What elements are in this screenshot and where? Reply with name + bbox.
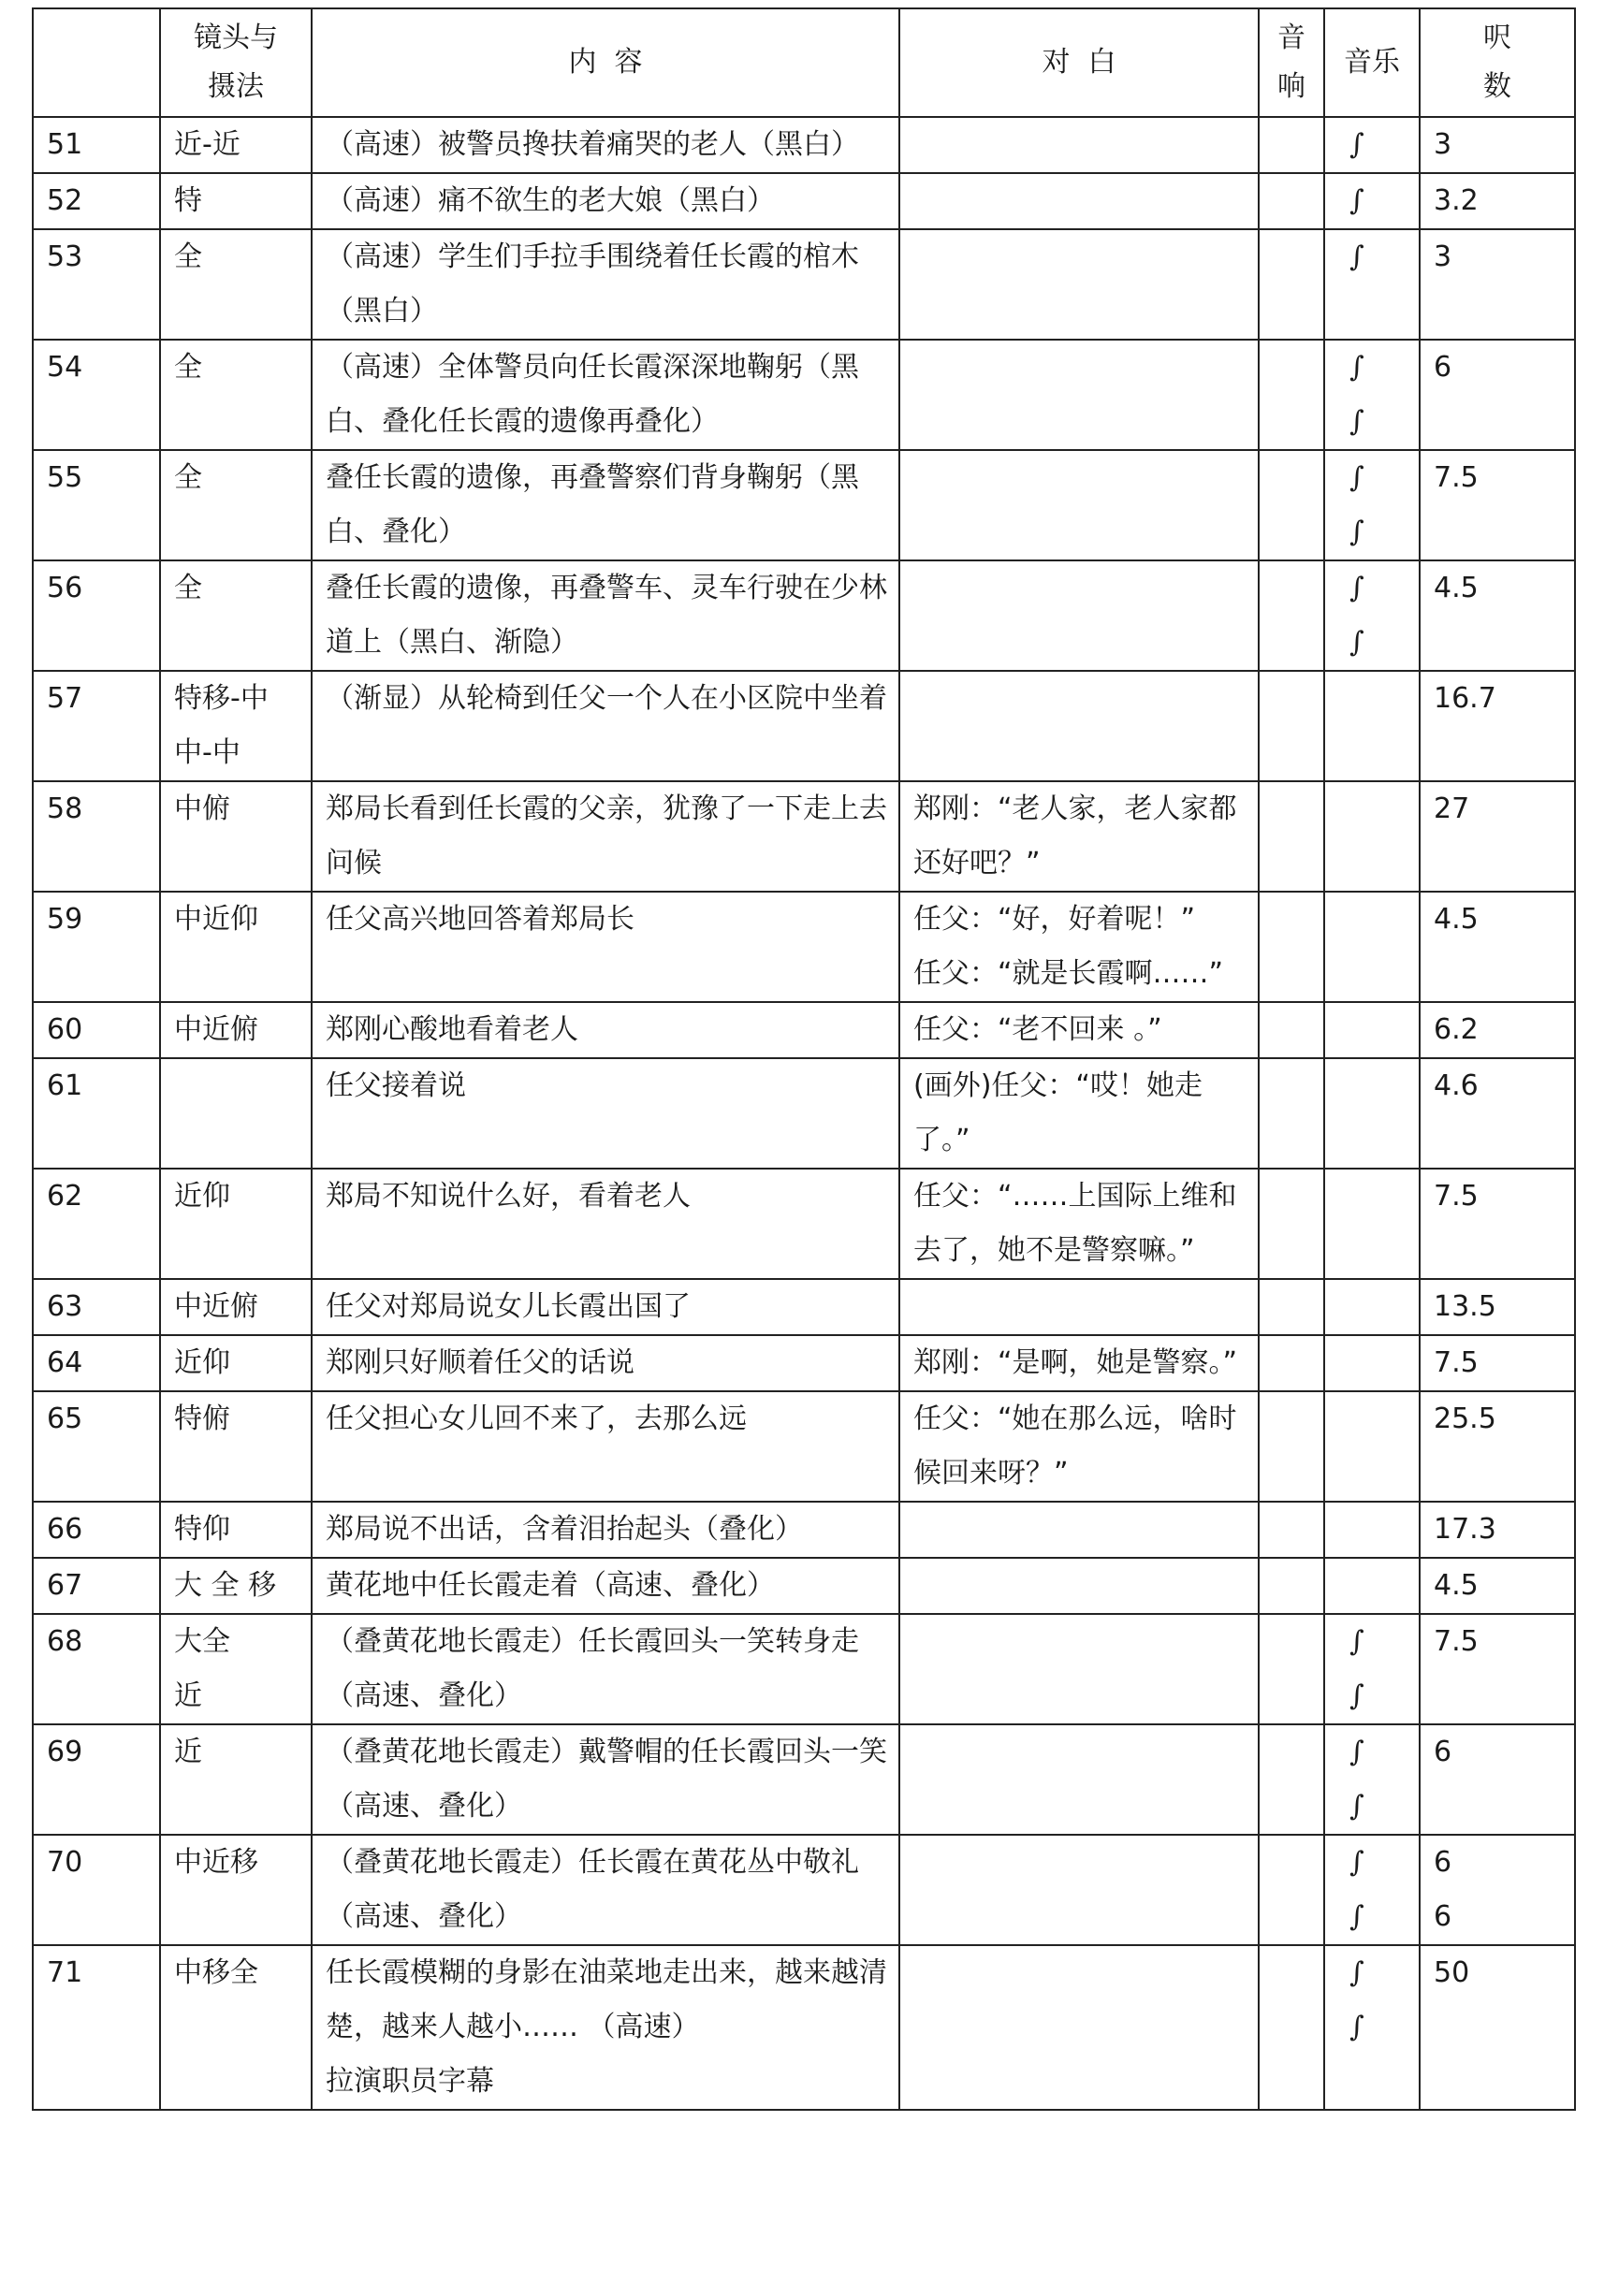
- footage-feet-value: 6: [1434, 1736, 1452, 1768]
- shot-number-cell: 59: [33, 892, 160, 1002]
- shot-technique-cell: [160, 1558, 312, 1614]
- sound-cell: [1259, 671, 1324, 781]
- music-cue-mark: ∫: [1349, 1956, 1364, 1989]
- shot-technique-line: 中俯: [174, 792, 230, 825]
- music-cell: [1324, 1391, 1420, 1502]
- content-cell: 郑局长看到任长霞的父亲，犹豫了一下走上去问候: [312, 781, 899, 892]
- footage-feet-cell: [1420, 1058, 1575, 1169]
- dialogue-cell: 任父：“好，好着呢！” 任父：“就是长霞啊……”: [899, 892, 1259, 1002]
- dialogue-cell: (画外)任父：“哎！她走了。”: [899, 1058, 1259, 1169]
- table-row: [33, 450, 1575, 560]
- shot-number-cell: 56: [33, 560, 160, 671]
- music-cell: [1324, 781, 1420, 892]
- music-cell: [1324, 1945, 1420, 2110]
- table-row: [33, 1279, 1575, 1335]
- dialogue-cell: 任父：“老不回来 。”: [899, 1002, 1259, 1058]
- shot-technique-cell: [160, 1169, 312, 1279]
- sound-cell: [1259, 1169, 1324, 1279]
- music-cell: [1324, 1614, 1420, 1724]
- dialogue-cell: [899, 117, 1259, 173]
- table-row: [33, 671, 1575, 781]
- shot-technique-line: 全: [174, 461, 202, 494]
- music-cell: [1324, 1502, 1420, 1558]
- shot-technique-line: 中近仰: [174, 903, 258, 936]
- shot-technique-line: 近-近: [174, 128, 241, 161]
- sound-cell: [1259, 560, 1324, 671]
- shot-technique-cell: [160, 1724, 312, 1835]
- shot-number-cell: 70: [33, 1835, 160, 1945]
- table-row: [33, 892, 1575, 1002]
- content-cell: 任父高兴地回答着郑局长: [312, 892, 899, 1002]
- shot-number-cell: 58: [33, 781, 160, 892]
- header-content: 内 容: [312, 8, 899, 117]
- shot-number-cell: 68: [33, 1614, 160, 1724]
- shot-technique-cell: [160, 560, 312, 671]
- sound-cell: [1259, 229, 1324, 340]
- music-cell: [1324, 1335, 1420, 1391]
- shot-technique-line: 近: [174, 1679, 202, 1712]
- shot-technique-cell: [160, 1614, 312, 1724]
- shot-technique-line: 近仰: [174, 1346, 230, 1379]
- header-dialogue: 对 白: [899, 8, 1259, 117]
- sound-cell: [1259, 1058, 1324, 1169]
- music-cell: [1324, 892, 1420, 1002]
- shot-technique-line: 特仰: [174, 1513, 230, 1546]
- sound-cell: [1259, 1614, 1324, 1724]
- table-row: [33, 340, 1575, 450]
- footage-feet-value: 4.5: [1434, 903, 1479, 936]
- shot-technique-line: 中近移: [174, 1846, 258, 1879]
- footage-feet-cell: [1420, 229, 1575, 340]
- shot-technique-cell: [160, 892, 312, 1002]
- footage-feet-cell: [1420, 560, 1575, 671]
- shot-technique-cell: [160, 1945, 312, 2110]
- music-cell: [1324, 1169, 1420, 1279]
- footage-feet-value: 3.2: [1434, 184, 1479, 217]
- shot-number-cell: 60: [33, 1002, 160, 1058]
- footage-feet-cell: [1420, 117, 1575, 173]
- sound-cell: [1259, 1835, 1324, 1945]
- footage-feet-cell: [1420, 1279, 1575, 1335]
- header-feet: 呎 数: [1420, 8, 1575, 117]
- sound-cell: [1259, 1335, 1324, 1391]
- music-cue-mark: ∫: [1349, 626, 1364, 659]
- shot-technique-cell: [160, 340, 312, 450]
- dialogue-cell: [899, 229, 1259, 340]
- music-cell: [1324, 229, 1420, 340]
- footage-feet-cell: [1420, 340, 1575, 450]
- footage-feet-cell: [1420, 1502, 1575, 1558]
- shot-technique-cell: [160, 229, 312, 340]
- music-cue-mark: ∫: [1349, 1846, 1364, 1879]
- content-cell: 郑刚只好顺着任父的话说: [312, 1335, 899, 1391]
- content-cell: 任父担心女儿回不来了，去那么远: [312, 1391, 899, 1502]
- music-cell: [1324, 450, 1420, 560]
- music-cue-mark: ∫: [1349, 184, 1364, 217]
- shot-number-cell: 65: [33, 1391, 160, 1502]
- shot-technique-line: 大 全 移: [174, 1569, 277, 1602]
- content-cell: （高速）被警员搀扶着痛哭的老人（黑白）: [312, 117, 899, 173]
- shot-technique-line: 特移-中: [174, 682, 269, 715]
- content-cell: 郑局说不出话，含着泪抬起头（叠化）: [312, 1502, 899, 1558]
- sound-cell: [1259, 340, 1324, 450]
- table-row: [33, 173, 1575, 229]
- music-cell: [1324, 1002, 1420, 1058]
- music-cue-mark: ∫: [1349, 1900, 1364, 1933]
- header-music: 音乐: [1324, 8, 1420, 117]
- shot-number-cell: 69: [33, 1724, 160, 1835]
- footage-feet-cell: [1420, 892, 1575, 1002]
- music-cell: [1324, 340, 1420, 450]
- shot-number-cell: 63: [33, 1279, 160, 1335]
- shot-technique-line: 中移全: [174, 1956, 258, 1989]
- music-cue-mark: ∫: [1349, 1679, 1364, 1712]
- footage-feet-value: 17.3: [1434, 1513, 1496, 1546]
- footage-feet-value: 7.5: [1434, 1625, 1479, 1658]
- footage-feet-cell: [1420, 1558, 1575, 1614]
- sound-cell: [1259, 1002, 1324, 1058]
- footage-feet-value: 6: [1434, 1846, 1452, 1879]
- dialogue-cell: [899, 671, 1259, 781]
- shot-number-cell: 64: [33, 1335, 160, 1391]
- shot-number-cell: 71: [33, 1945, 160, 2110]
- footage-feet-value: 50: [1434, 1956, 1470, 1989]
- footage-feet-value: 6: [1434, 1900, 1452, 1933]
- table-row: [33, 1335, 1575, 1391]
- sound-cell: [1259, 1502, 1324, 1558]
- shot-technique-cell: [160, 1058, 312, 1169]
- shot-number-cell: 67: [33, 1558, 160, 1614]
- footage-feet-cell: [1420, 1724, 1575, 1835]
- footage-feet-value: 3: [1434, 240, 1452, 273]
- table-body: [33, 117, 1575, 2110]
- footage-feet-cell: [1420, 671, 1575, 781]
- content-cell: 任长霞模糊的身影在油菜地走出来，越来越清楚，越来人越小…… （高速） 拉演职员字幕: [312, 1945, 899, 2110]
- dialogue-cell: [899, 340, 1259, 450]
- dialogue-cell: [899, 1558, 1259, 1614]
- shot-number-cell: 66: [33, 1502, 160, 1558]
- footage-feet-value: 3: [1434, 128, 1452, 161]
- music-cell: [1324, 1058, 1420, 1169]
- shot-technique-line: 特: [174, 184, 202, 217]
- music-cell: [1324, 671, 1420, 781]
- header-number: [33, 8, 160, 117]
- header-shot-technique: 镜头与 摄法: [160, 8, 312, 117]
- music-cell: [1324, 1279, 1420, 1335]
- footage-feet-cell: [1420, 173, 1575, 229]
- shot-number-cell: 55: [33, 450, 160, 560]
- sound-cell: [1259, 1279, 1324, 1335]
- music-cell: [1324, 1558, 1420, 1614]
- sound-cell: [1259, 1724, 1324, 1835]
- content-cell: 郑刚心酸地看着老人: [312, 1002, 899, 1058]
- table-row: [33, 1502, 1575, 1558]
- content-cell: （叠黄花地长霞走）任长霞在黄花丛中敬礼（高速、叠化）: [312, 1835, 899, 1945]
- content-cell: （叠黄花地长霞走）任长霞回头一笑转身走（高速、叠化）: [312, 1614, 899, 1724]
- sound-cell: [1259, 1945, 1324, 2110]
- sound-cell: [1259, 173, 1324, 229]
- shot-number-cell: 53: [33, 229, 160, 340]
- footage-feet-cell: [1420, 450, 1575, 560]
- shot-number-cell: 51: [33, 117, 160, 173]
- footage-feet-cell: [1420, 1169, 1575, 1279]
- footage-feet-value: 13.5: [1434, 1290, 1496, 1323]
- shot-technique-cell: [160, 1835, 312, 1945]
- footage-feet-value: 4.6: [1434, 1069, 1479, 1102]
- shot-technique-cell: [160, 1335, 312, 1391]
- dialogue-cell: [899, 1502, 1259, 1558]
- sound-cell: [1259, 781, 1324, 892]
- table-row: [33, 117, 1575, 173]
- content-cell: （高速）全体警员向任长霞深深地鞠躬（黑白、叠化任长霞的遗像再叠化）: [312, 340, 899, 450]
- content-cell: 叠任长霞的遗像，再叠警车、灵车行驶在少林道上（黑白、渐隐）: [312, 560, 899, 671]
- music-cell: [1324, 560, 1420, 671]
- shot-technique-line: 近仰: [174, 1180, 230, 1213]
- table-row: [33, 1002, 1575, 1058]
- shot-technique-line: 全: [174, 572, 202, 604]
- dialogue-cell: [899, 1835, 1259, 1945]
- shot-technique-cell: [160, 1391, 312, 1502]
- music-cue-mark: ∫: [1349, 2011, 1364, 2043]
- music-cue-mark: ∫: [1349, 1790, 1364, 1823]
- music-cue-mark: ∫: [1349, 1625, 1364, 1658]
- footage-feet-value: 6: [1434, 351, 1452, 384]
- shot-technique-cell: [160, 671, 312, 781]
- shot-technique-cell: [160, 1002, 312, 1058]
- shooting-script-table: [32, 7, 1576, 2111]
- content-cell: 郑局不知说什么好，看着老人: [312, 1169, 899, 1279]
- footage-feet-cell: [1420, 1614, 1575, 1724]
- header-row: [33, 8, 1575, 117]
- shot-technique-line: 中近俯: [174, 1290, 258, 1323]
- footage-feet-cell: [1420, 781, 1575, 892]
- shot-technique-line: 中近俯: [174, 1013, 258, 1046]
- footage-feet-cell: [1420, 1335, 1575, 1391]
- music-cue-mark: ∫: [1349, 516, 1364, 548]
- content-cell: 任父对郑局说女儿长霞出国了: [312, 1279, 899, 1335]
- table-row: [33, 1169, 1575, 1279]
- shot-technique-cell: [160, 781, 312, 892]
- shot-number-cell: 57: [33, 671, 160, 781]
- shot-number-cell: 52: [33, 173, 160, 229]
- music-cue-mark: ∫: [1349, 351, 1364, 384]
- dialogue-cell: [899, 1279, 1259, 1335]
- footage-feet-value: 4.5: [1434, 572, 1479, 604]
- music-cell: [1324, 1724, 1420, 1835]
- footage-feet-value: 7.5: [1434, 1180, 1479, 1213]
- content-cell: 叠任长霞的遗像，再叠警察们背身鞠躬（黑白、叠化）: [312, 450, 899, 560]
- shot-technique-cell: [160, 173, 312, 229]
- footage-feet-cell: [1420, 1945, 1575, 2110]
- music-cell: [1324, 1835, 1420, 1945]
- table-row: [33, 781, 1575, 892]
- sound-cell: [1259, 450, 1324, 560]
- music-cue-mark: ∫: [1349, 405, 1364, 438]
- shot-technique-cell: [160, 450, 312, 560]
- footage-feet-value: 16.7: [1434, 682, 1496, 715]
- dialogue-cell: [899, 450, 1259, 560]
- dialogue-cell: [899, 1724, 1259, 1835]
- shot-technique-line: 全: [174, 351, 202, 384]
- footage-feet-value: 7.5: [1434, 1346, 1479, 1379]
- shot-number-cell: 61: [33, 1058, 160, 1169]
- sound-cell: [1259, 117, 1324, 173]
- music-cell: [1324, 117, 1420, 173]
- shot-technique-line: 大全: [174, 1625, 230, 1658]
- content-cell: 黄花地中任长霞走着（高速、叠化）: [312, 1558, 899, 1614]
- shot-technique-line: 中-中: [174, 736, 241, 769]
- sound-cell: [1259, 1391, 1324, 1502]
- shot-technique-cell: [160, 117, 312, 173]
- footage-feet-value: 7.5: [1434, 461, 1479, 494]
- footage-feet-value: 25.5: [1434, 1402, 1496, 1435]
- dialogue-cell: [899, 173, 1259, 229]
- table-row: [33, 560, 1575, 671]
- header-sound: 音 响: [1259, 8, 1324, 117]
- content-cell: （渐显）从轮椅到任父一个人在小区院中坐着: [312, 671, 899, 781]
- music-cell: [1324, 173, 1420, 229]
- footage-feet-cell: [1420, 1835, 1575, 1945]
- dialogue-cell: 郑刚：“老人家，老人家都还好吧？”: [899, 781, 1259, 892]
- dialogue-cell: [899, 1945, 1259, 2110]
- footage-feet-cell: [1420, 1002, 1575, 1058]
- shot-technique-line: 近: [174, 1736, 202, 1768]
- sound-cell: [1259, 892, 1324, 1002]
- dialogue-cell: [899, 1614, 1259, 1724]
- content-cell: （高速）学生们手拉手围绕着任长霞的棺木（黑白）: [312, 229, 899, 340]
- table-row: [33, 1835, 1575, 1945]
- table-row: [33, 1614, 1575, 1724]
- shot-number-cell: 62: [33, 1169, 160, 1279]
- content-cell: 任父接着说: [312, 1058, 899, 1169]
- table-row: [33, 1558, 1575, 1614]
- shot-number-cell: 54: [33, 340, 160, 450]
- dialogue-cell: 郑刚：“是啊，她是警察。”: [899, 1335, 1259, 1391]
- shot-technique-line: 特俯: [174, 1402, 230, 1435]
- music-cue-mark: ∫: [1349, 572, 1364, 604]
- dialogue-cell: [899, 560, 1259, 671]
- table-row: [33, 229, 1575, 340]
- footage-feet-cell: [1420, 1391, 1575, 1502]
- content-cell: （高速）痛不欲生的老大娘（黑白）: [312, 173, 899, 229]
- table-row: [33, 1391, 1575, 1502]
- shot-technique-cell: [160, 1502, 312, 1558]
- table-row: [33, 1724, 1575, 1835]
- table-row: [33, 1058, 1575, 1169]
- shot-technique-line: 全: [174, 240, 202, 273]
- table-row: [33, 1945, 1575, 2110]
- footage-feet-value: 27: [1434, 792, 1470, 825]
- shot-technique-cell: [160, 1279, 312, 1335]
- sound-cell: [1259, 1558, 1324, 1614]
- music-cue-mark: ∫: [1349, 461, 1364, 494]
- music-cue-mark: ∫: [1349, 240, 1364, 273]
- footage-feet-value: 6.2: [1434, 1013, 1479, 1046]
- music-cue-mark: ∫: [1349, 128, 1364, 161]
- footage-feet-value: 4.5: [1434, 1569, 1479, 1602]
- dialogue-cell: 任父：“……上国际上维和去了，她不是警察嘛。”: [899, 1169, 1259, 1279]
- music-cue-mark: ∫: [1349, 1736, 1364, 1768]
- content-cell: （叠黄花地长霞走）戴警帽的任长霞回头一笑（高速、叠化）: [312, 1724, 899, 1835]
- dialogue-cell: 任父：“她在那么远，啥时候回来呀？”: [899, 1391, 1259, 1502]
